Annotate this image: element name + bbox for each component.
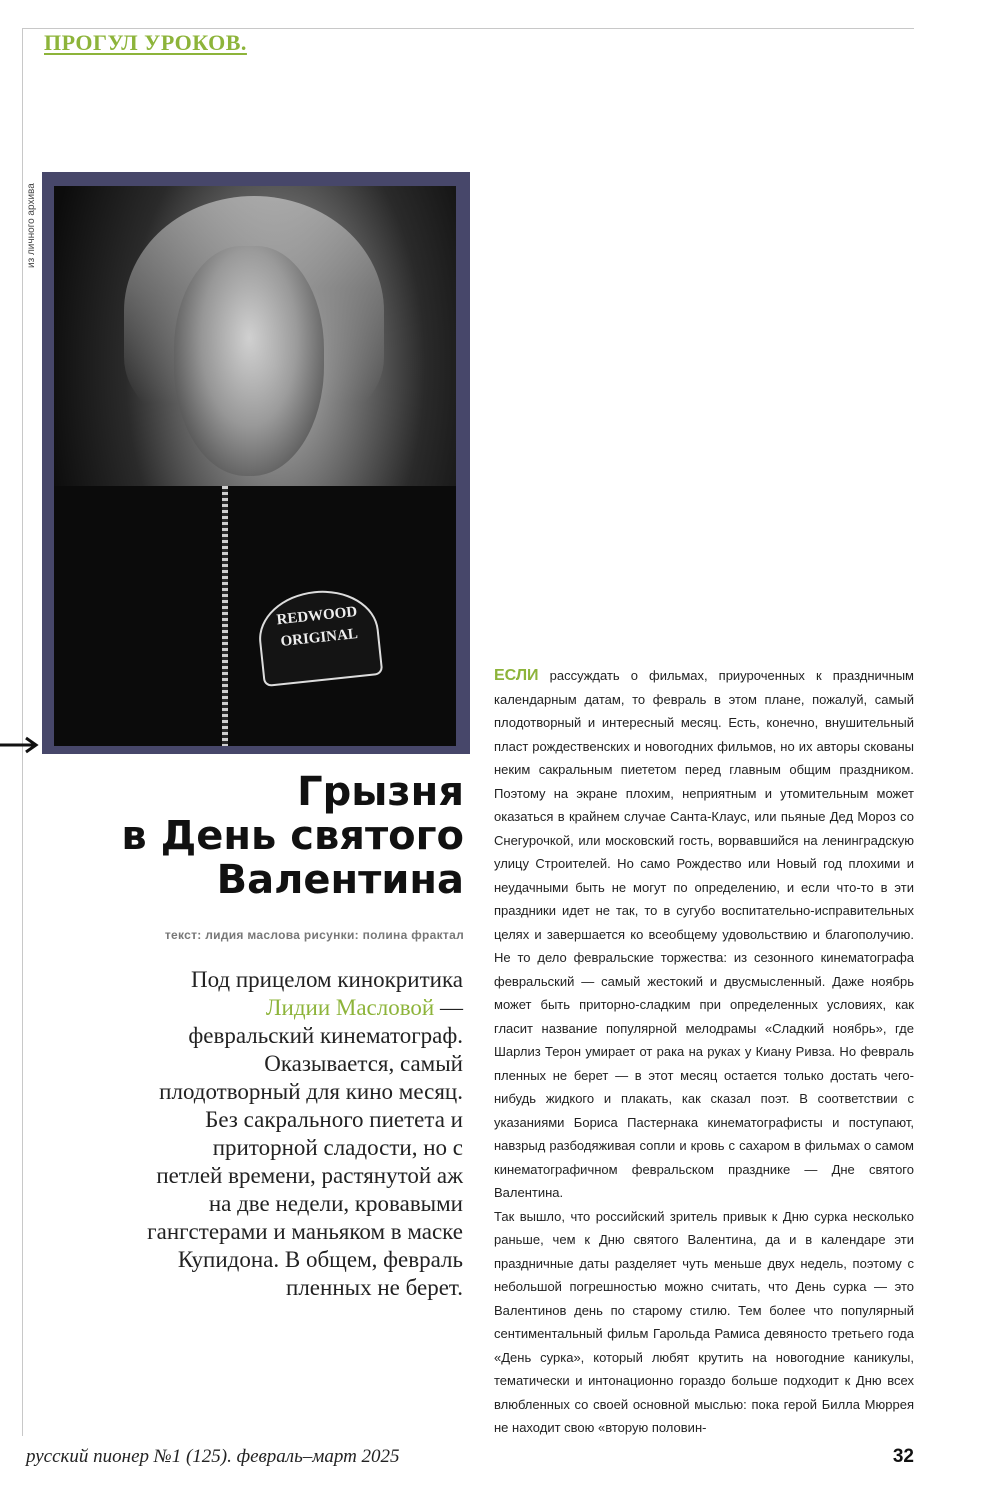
shirt-logo-line1: REDWOOD bbox=[275, 603, 358, 629]
body-paragraph: Так вышло, что российский зритель привык к Дню сурка несколько раньше, чем к Дню святого Валентина, да и в календаре эти праздничные даты разделяет чуть меньше двух недель, поэтому с небольшой погрешностью можно считать, что День сурка — это Валентинов день по старому стилю. Тем более что популярный сентиментальный фильм Гарольда Рамиса девяносто третьего года «День сурка», который любят крутить на новогодние каникулы, тематически и интонационно гораздо больше подходит к Дню всех влюбленных со своей основной мыслью: пока герой Билла Мюррея не находит свою «вторую половин- bbox=[494, 1208, 914, 1435]
photo-credit: из личного архива bbox=[26, 183, 37, 268]
lead-word: ЕСЛИ bbox=[494, 667, 539, 684]
headline-line: в День святого bbox=[121, 813, 464, 859]
top-rule bbox=[22, 28, 914, 29]
photo-image bbox=[54, 186, 456, 746]
headline-line: Валентина bbox=[216, 857, 464, 903]
photo-face bbox=[174, 246, 324, 476]
arrow-right-icon bbox=[0, 735, 42, 755]
lead-text: — февральский кинематограф. Оказывается, самый плодотворный для кино месяц. Без сакрального пиетета и приторной сладости, но с петлей времени, растянутой аж на две недели, кровавыми гангстерами и маньяком в маске Купидона. В общем, февраль пленных не берет. bbox=[147, 995, 463, 1300]
article-headline bbox=[44, 770, 464, 902]
article-credits: текст: лидия маслова рисунки: полина фрактал bbox=[164, 928, 464, 942]
photo-zipper bbox=[222, 486, 228, 746]
section-title: ПРОГУЛ УРОКОВ. bbox=[44, 30, 247, 55]
article-lead bbox=[143, 966, 463, 1302]
article-body bbox=[494, 664, 914, 1440]
body-paragraph bbox=[494, 664, 914, 1205]
body-text: рассуждать о фильмах, приуроченных к праздничным календарным датам, то февраль в этом плане, пожалуй, самый плодотворный и интересный месяц. Есть, конечно, внушительный пласт рождественских и новогодних фильмов, но их авторы скованы неким сакральным пиететом перед главным общим праздником. Поэтому на экране плохим, неприятным и утомительным может оказаться в крайнем случае Санта-Клаус, или пьяные Дед Мороз со Снегурочкой, или московский гость, ворвавшийся на ленинградскую улицу Строителей. Но само Рождество или Новый год плохими и неудачными быть не могут по определению, и если что-то в эти праздники идет не так, то в сугубо воспитательно-исправительных целях и завершается ко всеобщему удовольствию и благополучию. Не то дело февральские торжества: из сезонного кинематографа февральский — самый жестокий и двусмысленный. Даже ноябрь может быть приторно-сладким при определенных условиях, как гласит название популярной мелодрамы «Сладкий ноябрь», где Шарлиз Терон умирает от рака на руках у Киану Ривза. Но февраль пленных не берет — в этот месяц остается только достать чего-нибудь жидкого и плакать, как сказал поэт. В соответствии с указаниями Бориса Пастернака кинематографисты и поступают, навзрыд разбодяживая сопли и кровь с сахаром в фильмах о самом кинематографичном февральском празднике — Дне святого Валентина. bbox=[494, 668, 914, 1200]
page-number: 32 bbox=[892, 1446, 914, 1467]
author-name: Лидии Масловой bbox=[265, 995, 435, 1020]
lead-text: Под прицелом кинокритика bbox=[190, 967, 463, 992]
left-rule bbox=[22, 28, 23, 1436]
shirt-logo-line2: ORIGINAL bbox=[279, 625, 359, 650]
magazine-issue: русский пионер №1 (125). февраль–март 2025 bbox=[26, 1446, 400, 1467]
headline-line: Грызня bbox=[297, 769, 464, 815]
photo-jacket bbox=[54, 486, 456, 746]
portrait-photo bbox=[42, 172, 470, 754]
